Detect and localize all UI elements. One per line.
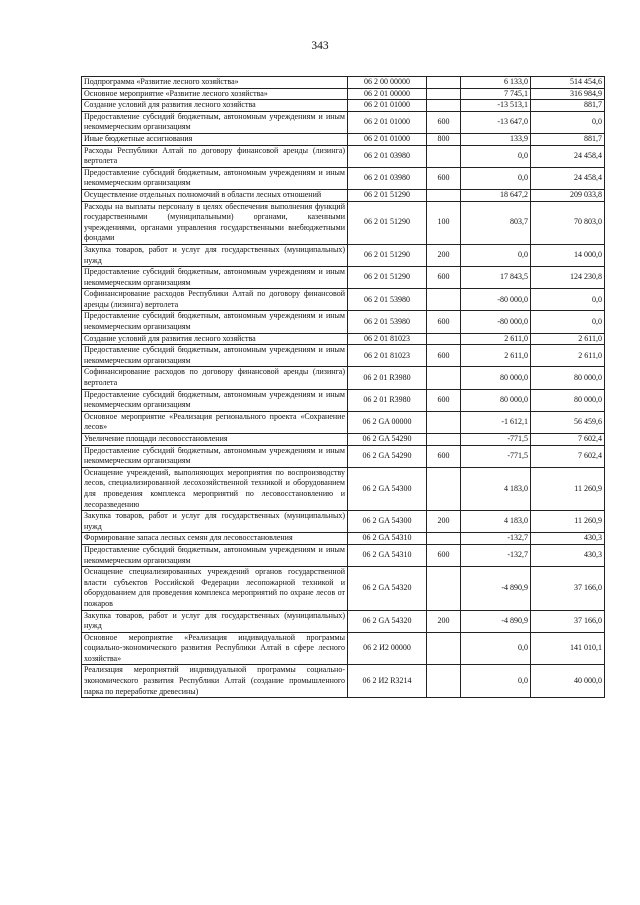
row-expense-type: 200 <box>427 610 461 632</box>
row-code: 06 2 GA 54290 <box>348 434 427 446</box>
row-expense-type <box>427 189 461 201</box>
row-name: Реализация мероприятий индивидуальной программы социально-экономического развития Республики Алтай (создание промышленного парка по переработке древесины) <box>82 665 348 698</box>
row-name: Предоставление субсидий бюджетным, автономным учреждениям и иным некоммерческим организациям <box>82 267 348 289</box>
row-name: Расходы Республики Алтай по договору финансовой аренды (лизинга) вертолета <box>82 145 348 167</box>
table-row <box>82 145 605 167</box>
row-expense-type: 600 <box>427 311 461 333</box>
row-expense-type <box>427 567 461 610</box>
row-total-amount: 514 454,6 <box>531 77 605 89</box>
table-row <box>82 189 605 201</box>
row-total-amount: 141 010,1 <box>531 632 605 665</box>
row-code: 06 2 GA 54300 <box>348 467 427 510</box>
row-name: Закупка товаров, работ и услуг для государственных (муниципальных) нужд <box>82 610 348 632</box>
row-total-amount: 2 611,0 <box>531 345 605 367</box>
row-expense-type: 200 <box>427 244 461 266</box>
row-code: 06 2 01 03980 <box>348 167 427 189</box>
table-row <box>82 610 605 632</box>
row-code: 06 2 GA 54310 <box>348 544 427 566</box>
budget-table-body <box>82 77 605 698</box>
row-code: 06 2 01 53980 <box>348 311 427 333</box>
row-expense-type <box>427 88 461 100</box>
row-change-amount: -4 890,9 <box>461 610 531 632</box>
table-row <box>82 389 605 411</box>
row-total-amount: 0,0 <box>531 111 605 133</box>
row-change-amount: 803,7 <box>461 201 531 244</box>
row-name: Предоставление субсидий бюджетным, автономным учреждениям и иным некоммерческим организациям <box>82 345 348 367</box>
table-row <box>82 567 605 610</box>
row-total-amount: 209 033,8 <box>531 189 605 201</box>
table-row <box>82 289 605 311</box>
row-expense-type: 800 <box>427 133 461 145</box>
row-change-amount: 6 133,0 <box>461 77 531 89</box>
row-name: Создание условий для развития лесного хозяйства <box>82 100 348 112</box>
row-total-amount: 14 000,0 <box>531 244 605 266</box>
table-row <box>82 411 605 433</box>
row-total-amount: 24 458,4 <box>531 145 605 167</box>
table-row <box>82 345 605 367</box>
row-name: Иные бюджетные ассигнования <box>82 133 348 145</box>
row-name: Предоставление субсидий бюджетным, автономным учреждениям и иным некоммерческим организациям <box>82 544 348 566</box>
row-code: 06 2 01 51290 <box>348 201 427 244</box>
table-row <box>82 632 605 665</box>
row-total-amount: 80 000,0 <box>531 389 605 411</box>
row-change-amount: -80 000,0 <box>461 311 531 333</box>
table-row <box>82 445 605 467</box>
row-total-amount: 316 984,9 <box>531 88 605 100</box>
row-change-amount: 4 183,0 <box>461 511 531 533</box>
row-name: Предоставление субсидий бюджетным, автономным учреждениям и иным некоммерческим организациям <box>82 311 348 333</box>
row-expense-type: 600 <box>427 445 461 467</box>
row-change-amount: 133,9 <box>461 133 531 145</box>
row-change-amount: -771,5 <box>461 434 531 446</box>
table-row <box>82 311 605 333</box>
budget-table <box>81 76 605 698</box>
table-row <box>82 100 605 112</box>
row-expense-type: 200 <box>427 511 461 533</box>
table-row <box>82 77 605 89</box>
row-change-amount: 17 843,5 <box>461 267 531 289</box>
row-total-amount: 70 803,0 <box>531 201 605 244</box>
row-expense-type <box>427 367 461 389</box>
row-code: 06 2 01 R3980 <box>348 367 427 389</box>
row-name: Расходы на выплаты персоналу в целях обеспечения выполнения функций государственными (муниципальными) органами, казенными учреждениями, органами управления государственными внебюджетными фондами <box>82 201 348 244</box>
row-code: 06 2 01 01000 <box>348 133 427 145</box>
row-expense-type <box>427 333 461 345</box>
row-name: Предоставление субсидий бюджетным, автономным учреждениям и иным некоммерческим организациям <box>82 445 348 467</box>
table-row <box>82 333 605 345</box>
row-name: Софинансирование расходов по договору финансовой аренды (лизинга) вертолета <box>82 367 348 389</box>
row-code: 06 2 01 R3980 <box>348 389 427 411</box>
row-change-amount: 18 647,2 <box>461 189 531 201</box>
row-change-amount: -13 647,0 <box>461 111 531 133</box>
row-name: Предоставление субсидий бюджетным, автономным учреждениям и иным некоммерческим организациям <box>82 167 348 189</box>
row-code: 06 2 01 81023 <box>348 345 427 367</box>
row-total-amount: 0,0 <box>531 289 605 311</box>
row-expense-type <box>427 467 461 510</box>
row-total-amount: 124 230,8 <box>531 267 605 289</box>
table-row <box>82 665 605 698</box>
row-code: 06 2 И2 00000 <box>348 632 427 665</box>
row-expense-type <box>427 665 461 698</box>
table-row <box>82 111 605 133</box>
row-expense-type: 600 <box>427 267 461 289</box>
row-code: 06 2 01 51290 <box>348 267 427 289</box>
row-name: Предоставление субсидий бюджетным, автономным учреждениям и иным некоммерческим организациям <box>82 389 348 411</box>
row-change-amount: 0,0 <box>461 145 531 167</box>
row-expense-type <box>427 77 461 89</box>
table-row <box>82 367 605 389</box>
row-change-amount: -132,7 <box>461 533 531 545</box>
row-name: Оснащение специализированных учреждений органов государственной власти субъектов Российской Федерации лесопожарной техникой и оборудованием для проведения комплекса мероприятий по охране лесов от пожаров <box>82 567 348 610</box>
row-change-amount: 0,0 <box>461 665 531 698</box>
row-change-amount: 7 745,1 <box>461 88 531 100</box>
page-number: 343 <box>311 40 329 52</box>
row-code: 06 2 GA 54310 <box>348 533 427 545</box>
row-code: 06 2 GA 54290 <box>348 445 427 467</box>
row-code: 06 2 01 01000 <box>348 111 427 133</box>
row-expense-type <box>427 411 461 433</box>
table-row <box>82 201 605 244</box>
row-change-amount: 0,0 <box>461 244 531 266</box>
row-change-amount: -80 000,0 <box>461 289 531 311</box>
table-row <box>82 544 605 566</box>
row-total-amount: 80 000,0 <box>531 367 605 389</box>
row-code: 06 2 01 51290 <box>348 244 427 266</box>
row-total-amount: 7 602,4 <box>531 434 605 446</box>
row-name: Осуществление отдельных полномочий в области лесных отношений <box>82 189 348 201</box>
row-change-amount: -1 612,1 <box>461 411 531 433</box>
table-row <box>82 133 605 145</box>
row-expense-type <box>427 100 461 112</box>
table-row <box>82 533 605 545</box>
row-total-amount: 430,3 <box>531 533 605 545</box>
row-name: Создание условий для развития лесного хозяйства <box>82 333 348 345</box>
row-name: Основное мероприятие «Реализация индивидуальной программы социально-экономического развития Республики Алтай в сфере лесного хозяйства» <box>82 632 348 665</box>
row-code: 06 2 00 00000 <box>348 77 427 89</box>
row-name: Предоставление субсидий бюджетным, автономным учреждениям и иным некоммерческим организациям <box>82 111 348 133</box>
row-change-amount: 80 000,0 <box>461 367 531 389</box>
table-row <box>82 167 605 189</box>
row-name: Увеличение площади лесовосстановления <box>82 434 348 446</box>
row-total-amount: 0,0 <box>531 311 605 333</box>
row-expense-type: 100 <box>427 201 461 244</box>
row-total-amount: 11 260,9 <box>531 467 605 510</box>
row-expense-type <box>427 533 461 545</box>
row-expense-type <box>427 289 461 311</box>
row-expense-type: 600 <box>427 544 461 566</box>
table-row <box>82 244 605 266</box>
row-name: Формирование запаса лесных семян для лесовосстановления <box>82 533 348 545</box>
row-code: 06 2 GA 54320 <box>348 610 427 632</box>
row-total-amount: 37 166,0 <box>531 610 605 632</box>
row-total-amount: 7 602,4 <box>531 445 605 467</box>
row-change-amount: 0,0 <box>461 632 531 665</box>
row-name: Подпрограмма «Развитие лесного хозяйства» <box>82 77 348 89</box>
row-change-amount: -132,7 <box>461 544 531 566</box>
row-code: 06 2 01 51290 <box>348 189 427 201</box>
row-name: Основное мероприятие «Развитие лесного хозяйства» <box>82 88 348 100</box>
row-name: Основное мероприятие «Реализация регионального проекта «Сохранение лесов» <box>82 411 348 433</box>
row-total-amount: 2 611,0 <box>531 333 605 345</box>
row-code: 06 2 01 03980 <box>348 145 427 167</box>
table-row <box>82 434 605 446</box>
row-expense-type: 600 <box>427 111 461 133</box>
table-row <box>82 467 605 510</box>
row-code: 06 2 01 00000 <box>348 88 427 100</box>
row-expense-type: 600 <box>427 389 461 411</box>
table-row <box>82 511 605 533</box>
row-expense-type <box>427 145 461 167</box>
row-code: 06 2 01 53980 <box>348 289 427 311</box>
table-row <box>82 88 605 100</box>
row-code: 06 2 01 01000 <box>348 100 427 112</box>
row-change-amount: 80 000,0 <box>461 389 531 411</box>
row-total-amount: 24 458,4 <box>531 167 605 189</box>
row-change-amount: 2 611,0 <box>461 345 531 367</box>
row-code: 06 2 GA 54320 <box>348 567 427 610</box>
row-change-amount: 0,0 <box>461 167 531 189</box>
row-expense-type: 600 <box>427 345 461 367</box>
row-expense-type <box>427 434 461 446</box>
row-code: 06 2 GA 00000 <box>348 411 427 433</box>
row-change-amount: 4 183,0 <box>461 467 531 510</box>
row-code: 06 2 GA 54300 <box>348 511 427 533</box>
row-total-amount: 430,3 <box>531 544 605 566</box>
row-change-amount: -771,5 <box>461 445 531 467</box>
table-row <box>82 267 605 289</box>
row-name: Закупка товаров, работ и услуг для государственных (муниципальных) нужд <box>82 511 348 533</box>
row-name: Софинансирование расходов Республики Алтай по договору финансовой аренды (лизинга) вертолета <box>82 289 348 311</box>
row-change-amount: -4 890,9 <box>461 567 531 610</box>
row-expense-type: 600 <box>427 167 461 189</box>
row-name: Оснащение учреждений, выполняющих мероприятия по воспроизводству лесов, специализированной лесохозяйственной техникой и оборудованием для проведения комплекса мероприятий по лесовосстановлению и лесоразведению <box>82 467 348 510</box>
row-total-amount: 881,7 <box>531 133 605 145</box>
row-change-amount: 2 611,0 <box>461 333 531 345</box>
row-expense-type <box>427 632 461 665</box>
row-code: 06 2 И2 R3214 <box>348 665 427 698</box>
row-total-amount: 56 459,6 <box>531 411 605 433</box>
row-total-amount: 11 260,9 <box>531 511 605 533</box>
row-change-amount: -13 513,1 <box>461 100 531 112</box>
row-total-amount: 40 000,0 <box>531 665 605 698</box>
row-code: 06 2 01 81023 <box>348 333 427 345</box>
row-total-amount: 881,7 <box>531 100 605 112</box>
row-total-amount: 37 166,0 <box>531 567 605 610</box>
row-name: Закупка товаров, работ и услуг для государственных (муниципальных) нужд <box>82 244 348 266</box>
